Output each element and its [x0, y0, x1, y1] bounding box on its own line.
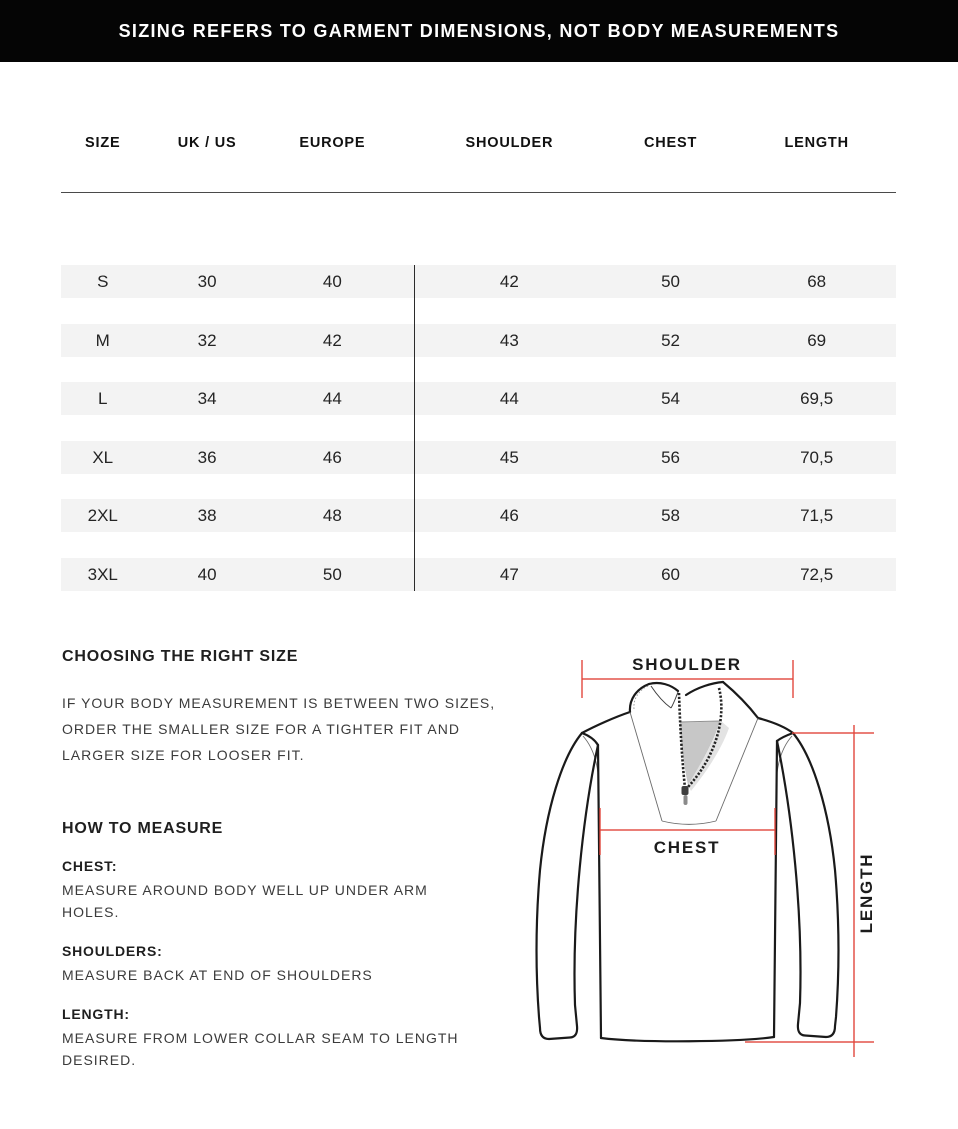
value-cell: 69,5: [800, 389, 834, 408]
table-row: [61, 558, 896, 591]
column-header-shoulder: SHOULDER: [465, 135, 554, 151]
choosing-body: IF YOUR BODY MEASUREMENT IS BETWEEN TWO SIZES, ORDER THE SMALLER SIZE FOR A TIGHTER FIT AND LARGER SIZE FOR LOOSER FIT.: [62, 695, 496, 763]
value-cell: 72,5: [800, 564, 834, 584]
value-cell: 42: [499, 272, 519, 291]
size-cell: L: [98, 389, 108, 408]
column-header-europe: EUROPE: [299, 135, 366, 151]
value-cell: 69: [807, 330, 827, 350]
table-row: [61, 265, 896, 298]
value-cell: 44: [499, 389, 519, 408]
measure-item-chest: [62, 858, 498, 923]
column-header-uk-us: UK / US: [177, 135, 237, 151]
table-row: [61, 441, 896, 474]
value-cell: 42: [322, 330, 342, 350]
diagram-length-label: LENGTH: [857, 852, 876, 934]
measure-text: MEASURE BACK AT END OF SHOULDERS: [62, 967, 373, 983]
collar-inner-shading: [680, 721, 729, 791]
value-cell: 47: [499, 564, 519, 584]
column-spacer: [395, 128, 415, 158]
size-cell: XL: [92, 447, 114, 467]
info-column: [62, 648, 498, 1071]
table-column-divider: [414, 265, 415, 591]
measure-label: LENGTH:: [62, 1006, 130, 1022]
value-cell: 40: [322, 272, 342, 291]
value-cell: 36: [197, 447, 217, 467]
banner-text: SIZING REFERS TO GARMENT DIMENSIONS, NOT BODY MEASUREMENTS: [118, 20, 840, 41]
value-cell: 44: [322, 389, 342, 408]
measure-label: CHEST:: [62, 858, 118, 874]
quarter-zip-sweater-illustration: [490, 645, 910, 1075]
measure-item-length: [62, 1006, 498, 1071]
size-cell: M: [95, 330, 110, 350]
measure-text: MEASURE AROUND BODY WELL UP UNDER ARM HOLES.: [62, 882, 428, 920]
value-cell: 45: [499, 447, 519, 467]
diagram-chest-label: CHEST: [653, 838, 721, 857]
value-cell: 54: [661, 389, 680, 408]
value-cell: 56: [661, 447, 680, 467]
value-cell: 60: [661, 564, 680, 584]
banner: [0, 0, 958, 62]
length-measure-line: [745, 725, 874, 1057]
value-cell: 50: [322, 564, 342, 584]
table-row: [61, 382, 896, 415]
choosing-heading: CHOOSING THE RIGHT SIZE: [62, 648, 299, 665]
value-cell: 48: [322, 506, 342, 525]
value-cell: 68: [807, 272, 827, 291]
value-cell: 46: [499, 506, 519, 525]
how-to-measure-heading: HOW TO MEASURE: [62, 820, 224, 837]
column-header-chest: CHEST: [643, 135, 698, 151]
measure-label: SHOULDERS:: [62, 943, 163, 959]
diagram-shoulder-label: SHOULDER: [632, 655, 742, 674]
value-cell: 46: [322, 447, 342, 467]
column-header-length: LENGTH: [784, 135, 849, 151]
zipper-pull: [682, 786, 689, 805]
column-header-size: SIZE: [85, 135, 121, 151]
value-cell: 30: [197, 272, 217, 291]
size-cell: S: [97, 272, 109, 291]
value-cell: 50: [661, 272, 680, 291]
value-cell: 58: [661, 506, 680, 525]
value-cell: 71,5: [800, 506, 834, 525]
measure-text: MEASURE FROM LOWER COLLAR SEAM TO LENGTH DESIRED.: [62, 1030, 459, 1068]
value-cell: 40: [197, 564, 217, 584]
measure-item-shoulders: [62, 943, 498, 986]
size-cell: 3XL: [87, 564, 118, 584]
size-table-header: [61, 128, 896, 158]
table-top-rule: [61, 192, 896, 193]
value-cell: 38: [197, 506, 217, 525]
size-cell: 2XL: [87, 506, 118, 525]
measurement-lines: [582, 660, 874, 1057]
table-row: [61, 324, 896, 357]
value-cell: 32: [197, 330, 217, 350]
value-cell: 52: [661, 330, 680, 350]
value-cell: 70,5: [800, 447, 834, 467]
garment-diagram: [490, 645, 910, 1075]
value-cell: 43: [499, 330, 519, 350]
value-cell: 34: [197, 389, 217, 408]
table-row: [61, 499, 896, 532]
